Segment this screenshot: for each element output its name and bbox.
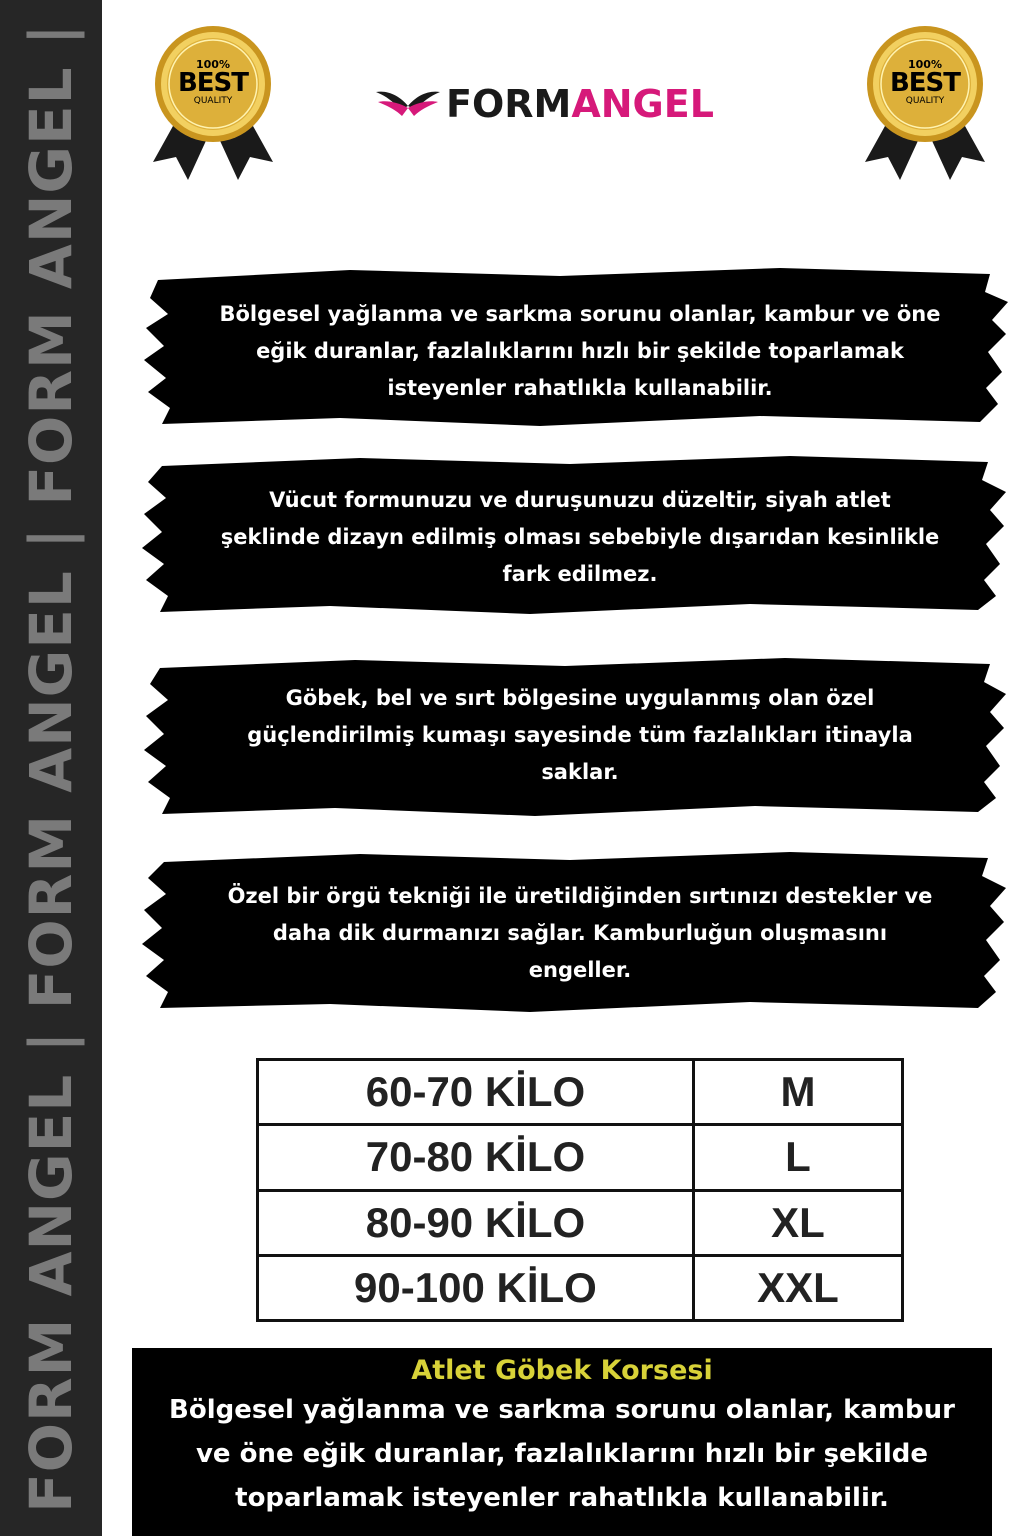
product-description-line-1: Bölgesel yağlanma ve sarkma sorunu olanlar, kambur xyxy=(169,1395,955,1425)
product-description-line-2: ve öne eğik duranlar, fazlalıklarını hızlı bir şekilde xyxy=(195,1439,929,1469)
badge-percent: 100% xyxy=(196,58,230,71)
weight-cell: 90-100 KİLO xyxy=(258,1255,694,1320)
weight-cell: 60-70 KİLO xyxy=(258,1060,694,1125)
feature-1-line-1: Bölgesel yağlanma ve sarkma sorunu olanlar, kambur ve öne xyxy=(219,302,941,326)
best-quality-badge-right xyxy=(860,22,990,182)
feature-2-line-3: fark edilmez. xyxy=(502,562,658,586)
table-row xyxy=(258,1190,903,1255)
badge-quality: QUALITY xyxy=(193,96,233,106)
size-chart-table xyxy=(256,1058,904,1322)
badge-best: BEST xyxy=(889,68,961,98)
weight-cell: 80-90 KİLO xyxy=(258,1190,694,1255)
size-cell: XXL xyxy=(693,1255,902,1320)
table-row xyxy=(258,1125,903,1190)
side-banner-text: FORM ANGEL | FORM ANGEL | FORM ANGEL | xyxy=(17,23,85,1513)
feature-4-line-2: daha dik durmanızı sağlar. Kamburluğun oluşmasını xyxy=(272,921,888,945)
feature-1-line-2: eğik duranlar, fazlalıklarını hızlı bir şekilde toparlamak xyxy=(256,339,904,363)
product-info-box xyxy=(132,1348,992,1536)
feature-3-line-2: güçlendirilmiş kumaşı sayesinde tüm fazlalıkları itinayla xyxy=(247,723,913,747)
logo-angel: ANGEL xyxy=(571,82,714,126)
badge-best: BEST xyxy=(177,68,249,98)
side-banner xyxy=(0,0,102,1536)
feature-block-2 xyxy=(140,452,1010,622)
best-quality-badge-left xyxy=(148,22,278,182)
feature-2-line-2: şeklinde dizayn edilmiş olması sebebiyle dışarıdan kesinlikle xyxy=(220,525,940,549)
formangel-logo xyxy=(376,82,714,126)
feature-3-line-1: Göbek, bel ve sırt bölgesine uygulanmış olan özel xyxy=(285,686,875,710)
product-description-line-3: toparlamak isteyenler rahatlıkla kullanabilir. xyxy=(235,1483,889,1513)
feature-block-1 xyxy=(140,262,1010,432)
weight-cell: 70-80 KİLO xyxy=(258,1125,694,1190)
size-cell: XL xyxy=(693,1190,902,1255)
logo-form: FORM xyxy=(446,82,572,126)
badge-quality: QUALITY xyxy=(905,96,945,106)
feature-block-3 xyxy=(140,652,1010,822)
feature-2-line-1: Vücut formunuzu ve duruşunuzu düzeltir, siyah atlet xyxy=(269,488,891,512)
feature-1-line-3: isteyenler rahatlıkla kullanabilir. xyxy=(387,376,773,400)
angel-wings-icon xyxy=(376,86,440,122)
badge-percent: 100% xyxy=(908,58,942,71)
feature-block-4 xyxy=(140,848,1010,1018)
table-row xyxy=(258,1255,903,1320)
size-cell: L xyxy=(693,1125,902,1190)
size-cell: M xyxy=(693,1060,902,1125)
feature-4-line-1: Özel bir örgü tekniği ile üretildiğinden sırtınızı destekler ve xyxy=(227,884,933,908)
feature-3-line-3: saklar. xyxy=(541,760,619,784)
feature-4-line-3: engeller. xyxy=(528,958,632,982)
product-title: Atlet Göbek Korsesi xyxy=(411,1355,713,1386)
table-row xyxy=(258,1060,903,1125)
